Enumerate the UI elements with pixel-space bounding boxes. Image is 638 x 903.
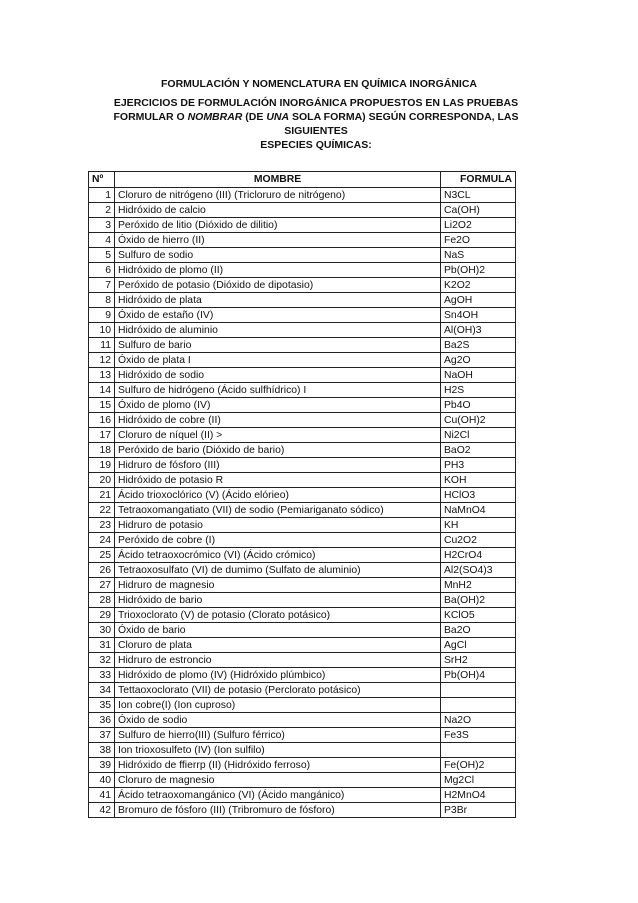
row-name: Hidróxido de aluminio [115,323,441,338]
row-number: 16 [89,413,115,428]
table-row [89,473,516,488]
row-name: Óxido de bario [115,623,441,638]
table-row [89,608,516,623]
table-row [89,503,516,518]
table-row [89,758,516,773]
row-name: Sulfuro de sodio [115,248,441,263]
table-row [89,563,516,578]
table-row [89,548,516,563]
row-name: Cloruro de plata [115,638,441,653]
row-number: 12 [89,353,115,368]
row-number: 1 [89,188,115,203]
table-row [89,248,516,263]
row-formula: Fe(OH)2 [441,758,516,773]
table-row [89,623,516,638]
row-name: Peróxido de bario (Dióxido de bario) [115,443,441,458]
row-name: Hidróxido de plomo (IV) (Hidróxido plúmbico) [115,668,441,683]
table-row [89,188,516,203]
row-number: 25 [89,548,115,563]
instructions-line-2 [106,110,526,124]
row-number: 42 [89,803,115,818]
row-formula: Mg2Cl [441,773,516,788]
row-number: 37 [89,728,115,743]
instructions-text: FORMULAR O [113,111,188,123]
row-number: 10 [89,323,115,338]
row-number: 6 [89,263,115,278]
document-title: FORMULACIÓN Y NOMENCLATURA EN QUÍMICA INORGÁNICA [161,78,477,90]
table-row [89,218,516,233]
row-number: 2 [89,203,115,218]
table-row [89,788,516,803]
row-number: 27 [89,578,115,593]
row-name: Hidróxido de plata [115,293,441,308]
row-name: Óxido de sodio [115,713,441,728]
row-formula: HClO3 [441,488,516,503]
row-name: Sulfuro de bario [115,338,441,353]
table-row [89,803,516,818]
row-number: 3 [89,218,115,233]
row-name: Óxido de estaño (IV) [115,308,441,323]
row-number: 34 [89,683,115,698]
row-formula: P3Br [441,803,516,818]
row-formula: KClO5 [441,608,516,623]
row-number: 19 [89,458,115,473]
row-number: 15 [89,398,115,413]
row-name: Óxido de hierro (II) [115,233,441,248]
row-name: Hidróxido de calcio [115,203,441,218]
row-name: Cloruro de magnesio [115,773,441,788]
row-name: Ion cobre(I) (Ion cuproso) [115,698,441,713]
row-name: Ácido tetraoxomangánico (VI) (Ácido mangánico) [115,788,441,803]
row-formula: NaOH [441,368,516,383]
table-row [89,263,516,278]
row-formula: Pb(OH)4 [441,668,516,683]
row-formula: Al(OH)3 [441,323,516,338]
row-name: Bromuro de fósforo (III) (Tribromuro de fósforo) [115,803,441,818]
row-number: 28 [89,593,115,608]
instructions-emphasis: NOMBRAR [187,111,243,123]
row-number: 30 [89,623,115,638]
row-number: 35 [89,698,115,713]
row-name: Hidruro de estroncio [115,653,441,668]
row-name: Peróxido de litio (Dióxido de dilitio) [115,218,441,233]
row-formula [441,743,516,758]
row-number: 26 [89,563,115,578]
row-formula: MnH2 [441,578,516,593]
row-formula: Fe3S [441,728,516,743]
row-formula: Ba(OH)2 [441,593,516,608]
row-name: Sulfuro de hidrógeno (Ácido sulfhídrico) I [115,383,441,398]
table-row [89,443,516,458]
table-row [89,653,516,668]
row-formula: H2CrO4 [441,548,516,563]
row-formula: AgOH [441,293,516,308]
table-row [89,338,516,353]
table-row [89,383,516,398]
table-row [89,683,516,698]
row-name: Ion trioxosulfeto (IV) (Ion sulfilo) [115,743,441,758]
row-formula: Pb4O [441,398,516,413]
row-formula: NaS [441,248,516,263]
table-row [89,308,516,323]
row-formula: Fe2O [441,233,516,248]
row-name: Hidróxido de potasio R [115,473,441,488]
row-name: Hidróxido de plomo (II) [115,263,441,278]
instructions-block [106,96,526,152]
row-formula: NaMnO4 [441,503,516,518]
row-name: Hidróxido de cobre (II) [115,413,441,428]
table-row [89,368,516,383]
table-row [89,233,516,248]
row-number: 40 [89,773,115,788]
row-number: 7 [89,278,115,293]
row-name: Hidruro de fósforo (III) [115,458,441,473]
row-formula: KOH [441,473,516,488]
table-row [89,533,516,548]
row-number: 17 [89,428,115,443]
row-name: Sulfuro de hierro(III) (Sulfuro férrico) [115,728,441,743]
row-name: Tettaoxoclorato (VII) de potasio (Perclorato potásico) [115,683,441,698]
row-formula: Ag2O [441,353,516,368]
table-row [89,743,516,758]
row-formula: N3CL [441,188,516,203]
instructions-text: (DE [242,111,267,123]
row-name: Hidróxido de sodio [115,368,441,383]
row-formula: AgCl [441,638,516,653]
table-row [89,353,516,368]
row-name: Hidróxido de bario [115,593,441,608]
table-row [89,638,516,653]
table-row [89,713,516,728]
header-formula: FORMULA [441,172,516,188]
row-formula: Pb(OH)2 [441,263,516,278]
row-name: Cloruro de níquel (II) > [115,428,441,443]
row-name: Peróxido de potasio (Dióxido de dipotasio) [115,278,441,293]
instructions-line-3: SIGUIENTES [284,125,348,137]
row-formula [441,683,516,698]
row-name: Óxido de plomo (IV) [115,398,441,413]
row-formula: SrH2 [441,653,516,668]
table-row [89,458,516,473]
instructions-line-1: EJERCICIOS DE FORMULACIÓN INORGÁNICA PROPUESTOS EN LAS PRUEBAS [113,97,519,109]
table-row [89,323,516,338]
table-row [89,413,516,428]
row-formula: KH [441,518,516,533]
row-formula: K2O2 [441,278,516,293]
row-formula: Ca(OH) [441,203,516,218]
row-formula: Ni2Cl [441,428,516,443]
row-number: 31 [89,638,115,653]
row-name: Tetraoxomangatiato (VII) de sodio (Pemiariganato sódico) [115,503,441,518]
table-row [89,488,516,503]
row-number: 23 [89,518,115,533]
row-number: 32 [89,653,115,668]
row-number: 18 [89,443,115,458]
row-formula: Ba2S [441,338,516,353]
row-number: 21 [89,488,115,503]
instructions-emphasis: UNA [266,111,290,123]
row-formula: H2S [441,383,516,398]
row-number: 22 [89,503,115,518]
row-number: 24 [89,533,115,548]
table-row [89,203,516,218]
row-number: 5 [89,248,115,263]
row-number: 4 [89,233,115,248]
row-formula: BaO2 [441,443,516,458]
row-name: Trioxoclorato (V) de potasio (Clorato potásico) [115,608,441,623]
table-row [89,293,516,308]
table-row [89,593,516,608]
table-row [89,398,516,413]
row-name: Ácido trioxoclórico (V) (Ácido elórieo) [115,488,441,503]
row-formula: Ba2O [441,623,516,638]
table-row [89,773,516,788]
row-name: Peróxido de cobre (I) [115,533,441,548]
row-number: 9 [89,308,115,323]
row-number: 13 [89,368,115,383]
row-number: 20 [89,473,115,488]
table-row [89,428,516,443]
header-name: MOMBRE [115,172,441,188]
row-number: 38 [89,743,115,758]
row-formula: PH3 [441,458,516,473]
row-formula: Li2O2 [441,218,516,233]
instructions-line-4: ESPECIES QUÍMICAS: [260,139,372,151]
row-name: Cloruro de nitrógeno (III) (Tricloruro de nitrógeno) [115,188,441,203]
row-number: 33 [89,668,115,683]
row-name: Hidruro de magnesio [115,578,441,593]
row-number: 36 [89,713,115,728]
row-name: Ácido tetraoxocrómico (VI) (Ácido crómico) [115,548,441,563]
row-formula: H2MnO4 [441,788,516,803]
row-formula: Al2(SO4)3 [441,563,516,578]
row-number: 8 [89,293,115,308]
header-number: Nº [89,172,115,188]
row-number: 14 [89,383,115,398]
row-number: 41 [89,788,115,803]
row-number: 39 [89,758,115,773]
instructions-text: SOLA FORMA) SEGÚN CORRESPONDA, LAS [289,111,519,123]
chemistry-table [88,171,516,818]
row-name: Hidróxido de ffierrp (II) (Hidróxido ferroso) [115,758,441,773]
table-row [89,278,516,293]
row-formula [441,698,516,713]
table-header-row [89,172,516,188]
table-row [89,578,516,593]
row-formula: Cu2O2 [441,533,516,548]
row-name: Óxido de plata I [115,353,441,368]
row-formula: Na2O [441,713,516,728]
table-row [89,728,516,743]
table-row [89,518,516,533]
row-formula: Cu(OH)2 [441,413,516,428]
row-number: 29 [89,608,115,623]
row-formula: Sn4OH [441,308,516,323]
row-name: Hidruro de potasio [115,518,441,533]
row-number: 11 [89,338,115,353]
row-name: Tetraoxosulfato (VI) de dumimo (Sulfato de aluminio) [115,563,441,578]
table-row [89,668,516,683]
table-row [89,698,516,713]
